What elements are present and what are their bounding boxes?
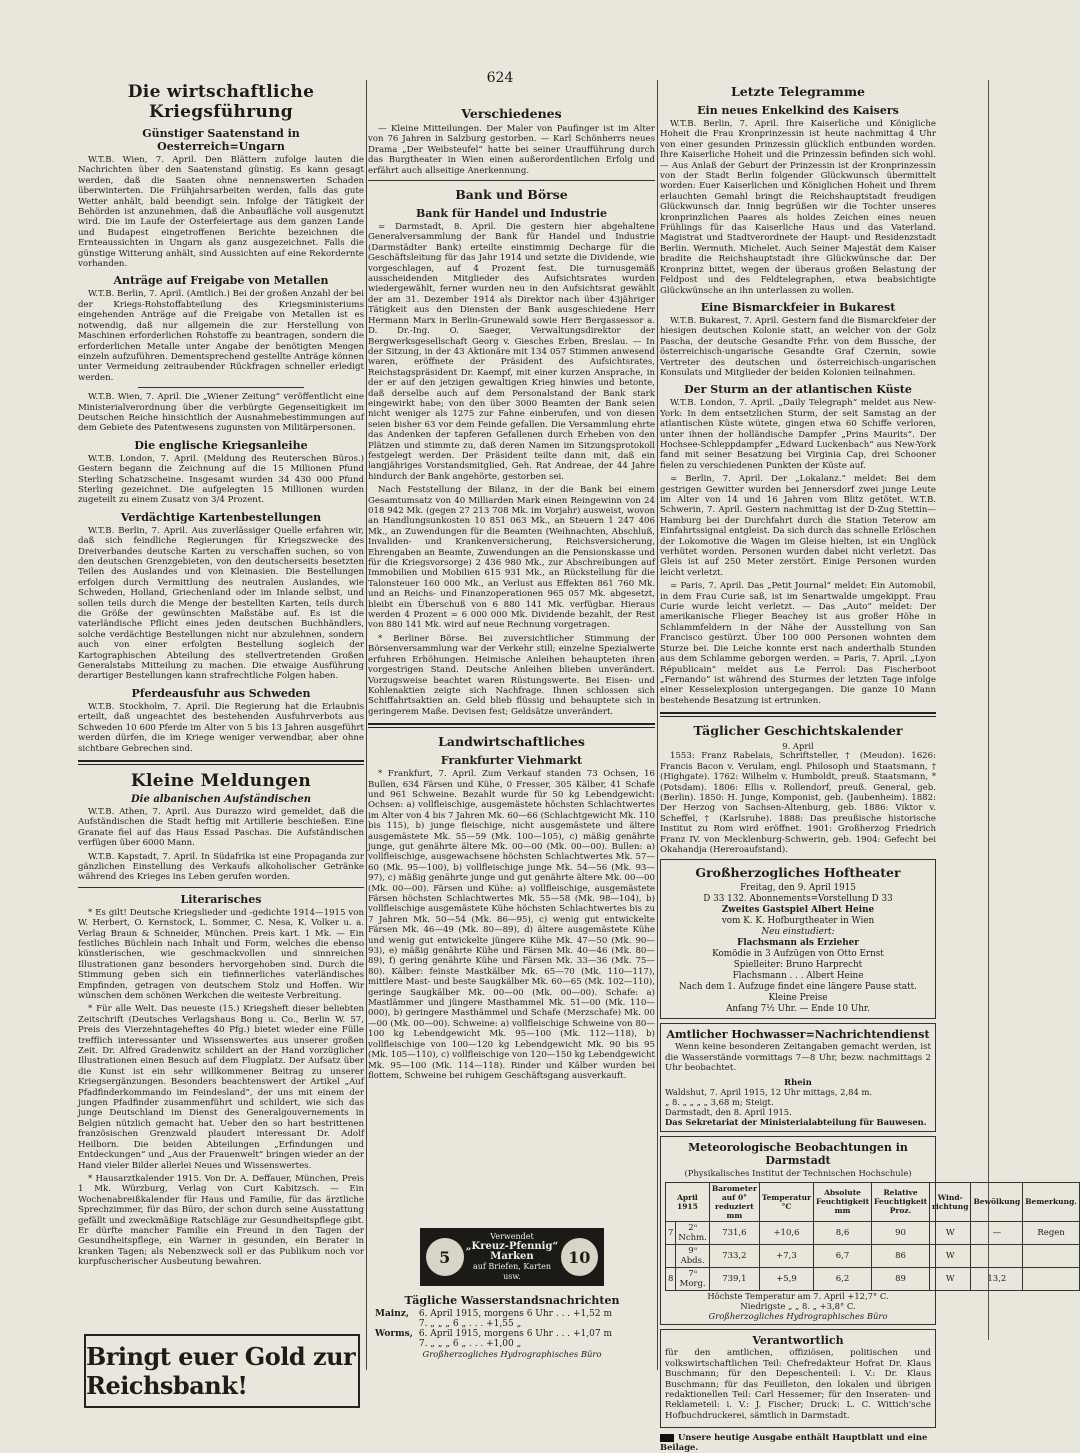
cell: 86 — [872, 1244, 930, 1267]
cell — [1023, 1267, 1080, 1290]
cell: W — [930, 1244, 971, 1267]
main-headline: Die wirtschaftliche Kriegsführung — [127, 82, 315, 122]
pointer-icon — [660, 1434, 674, 1442]
section-heading: Verdächtige Kartenbestellungen — [120, 510, 322, 524]
article-text: * Für alle Welt. Das neueste (15.) Kriegsheft dieser beliebten Zeitschrift (Deutsches Verlagshaus Bong u. Co., Berlin W. 57, Preis des Vierzehntageheftes 40 Pfg.) bietet wieder eine Fülle trefflich interessanter und Wissenswertes aus unserer großen Zeit. Dr. Alfred Gradenwitz schildert an der Hand vorzüglicher Illustrationen einen Besuch auf dem Flugplatz. Der Aufsatz über die Kunst ist ein sehr willkommener Beitrag zu unserer Kriegsergänzungen. Besonders beachtenswert der Artikel „Auf Pfadfinderkommando im Feindesland“, der uns mit einem der jungen Pfadfinder zusammenführt und schildert, wie sich das junge Deutschland im Dienst des Generalgouvernements in Belgien nützlich gemacht hat. Ueber den so hart bestrittenen französischen Grenzwald plaudert interessant Dr. Adolf Heilborn. Die beiden Abteilungen „Erfindungen und Entdeckungen“ und „Aus der Frauenwelt“ bringen wieder an der Hand vieler Bilder allerlei Neues und Wissenswertes. — [78, 1004, 364, 1171]
coin-10-icon: 10 — [561, 1238, 599, 1276]
cell: +5,9 — [759, 1267, 813, 1290]
article-text: = Paris, 7. April. Das „Petit Journal“ meldet: Ein Automobil, in dem Frau Curie saß, ist im Senartwalde umgekippt. Frau Curie wurde leicht verletzt. — Das „Auto“ meldet: Der amerikanische Flieger Beachey ist aus großer Höhe in Schlammfeldern in der Nähe der Ausstellung von San Francisco gestürzt. Über 100 000 Personen wohnten dem Sturze bei. Die Leiche konnte erst nach anderthalb Stunden aus dem Schlamme geborgen werden. = Paris, 7. April. „Lyon Républicain“ meldet aus Le Ferrol: Das Fischerboot „Fernando“ ist während des Sturmes der letzten Tage infolge einer Kesselexplosion untergegangen. Die ganze 10 Mann bestehende Besatzung ist ertrunken. — [660, 581, 936, 706]
cell: 90 — [872, 1221, 930, 1244]
article-text: für den amtlichen, offiziösen, politischen und volkswirtschaftlichen Teil: Chefredakteur Hofrat Dr. Klaus Buschmann; für den Depeschenteil: i. V.: Dr. Klaus Buschmann; für das Feuilleton, den lokalen und übrigen redaktionellen Teil: Carl Hessemer; für den Inseraten- und Reklameteil: i. V.: J. Fischer; Druck: L. C. Wittich'sche Hofbuchdruckerei, sämtlich in Darmstadt. — [665, 1348, 931, 1421]
section-heading: Die englische Kriegsanleihe — [134, 438, 308, 452]
article-text: W.T.B. Wien, 7. April. Die „Wiener Zeitung“ veröffentlicht eine Ministerialverordnung über die verbürgte Gegenseitigkeit im Deutschen Reiche hinsichtlich der Ausnahmebestimmungen auf dem Gebiete des Patentwesens zugunsten von Militärpersonen. — [78, 392, 364, 434]
column-header: April 1915 — [666, 1182, 710, 1221]
min-temp: Niedrigste „ „ 8. „ +3,8° C. — [740, 1301, 856, 1312]
column-middle — [368, 100, 655, 1084]
section-heading: Bank für Handel und Industrie — [415, 207, 608, 221]
section-headline: Täglicher Geschichtskalender — [693, 723, 903, 739]
cell: 8,6 — [814, 1221, 872, 1244]
cell: W — [930, 1267, 971, 1290]
page-number: 624 — [486, 70, 514, 86]
column-header: Absolute Feuchtigkeit mm — [814, 1182, 872, 1221]
flood-line: „ 8. „ „ „ „ 3,68 m; Steigt. — [665, 1097, 774, 1108]
article-text: W.T.B. Wien, 7. April. Den Blättern zufolge lauten die Nachrichten über den Saatenstand günstig. Es kann gesagt werden, daß die Saaten ohne nennenswerten Schaden überwinterten. Die Frühjahrsarbeiten werden, falls das gute Wetter anhält, bald beendigt sein. Infolge der Tätigkeit der Behörden ist anzunehmen, daß die Anbaufläche voll ausgenutzt wird. Die im Laufe der Osterfeiertage aus dem ganzen Lande und Budapest eingetroffenen Berichte bezeichnen die Ernteaussichten in Ungarn als ganz ausgezeichnet. Falls die günstige Witterung anhält, sind Aussichten auf eine Rekordernte vorhanden. — [78, 155, 364, 270]
ad-bottom: auf Briefen, Karten usw. — [472, 1262, 552, 1281]
water-level-section — [372, 1292, 652, 1359]
column-rule — [657, 80, 658, 1370]
cell: 9ᵘ Abds. — [676, 1244, 709, 1267]
reading: 7. „ „ „ 6 „ . . . +1,00 „ — [418, 1339, 522, 1349]
table-row — [666, 1221, 1080, 1244]
adjacent-page-edge — [988, 80, 1001, 1340]
cell: 2ᵘ Nchm. — [676, 1221, 709, 1244]
article-text: W.T.B. London, 7. April. „Daily Telegraph“ meldet aus New-York: In dem entsetzlichen Sturm, der seit Samstag an der atlantischen Küste wütete, gingen etwa 60 Schiffe verloren, unter ihnen der holländische Dampfer „Prins Maurits“. Der Hochsee-Schleppdampfer „Edward Luckenbach“ aus New-York fand mit seiner Besatzung bei Virginia Cap, drei Schooner fielen zu verschiedenen Punkten der Küste auf. — [660, 398, 936, 471]
theater-announcement — [660, 859, 936, 1019]
ad-text-block — [464, 1232, 561, 1282]
cell: 8 — [666, 1267, 676, 1290]
cell: 89 — [872, 1267, 930, 1290]
divider — [660, 712, 936, 717]
cell — [971, 1244, 1023, 1267]
theater-line: Kleine Preise — [768, 993, 828, 1004]
section-heading: Ein neues Enkelkind des Kaisers — [697, 104, 899, 117]
theater-line: Anfang 7½ Uhr. — Ende 10 Uhr. — [726, 1004, 870, 1015]
section-headline: Verschiedenes — [461, 106, 562, 121]
table-header-row — [666, 1182, 1080, 1221]
section-heading: Der Sturm an der atlantischen Küste — [684, 383, 912, 397]
column-left — [78, 78, 364, 1271]
weather-footer: Großherzogliches Hydrographisches Büro — [708, 1311, 888, 1322]
divider — [78, 760, 364, 765]
closing-note — [660, 1432, 936, 1452]
divider — [368, 180, 655, 181]
theater-line: Freitag, den 9. April 1915 — [740, 883, 856, 894]
section-headline: Großherzogliches Hoftheater — [695, 865, 901, 881]
article-text: * Frankfurt, 7. April. Zum Verkauf standen 73 Ochsen, 16 Bullen, 634 Färsen und Kühe, 0 Fresser, 305 Kälber, 41 Schafe und 961 Schweine. Bezahlt wurde für 50 kg Lebendgewicht: Ochsen: a) vollfleischige, ausgemästete höchsten Schlachtwertes im Alter von 4 bis 7 Jahren Mk. 60—66 (Schlachtgewicht Mk. 110 bis 115), b) junge fleischige, nicht ausgemästete und ältere ausgemästete Mk. 55—59 (Mk. 100—105), c) mäßig genährte junge, gut genährte ältere Mk. 00—00 (Mk. 00—00). Bullen: a) vollfleischige, ausgewachsene höchsten Schlachtwertes Mk. 57—60 (Mk. 95—100), b) vollfleischige junge Mk. 54—56 (Mk. 93—97), c) mäßig genährte junge und gut genährte ältere Mk. 00—00 (Mk. 00—00). Färsen und Kühe: a) vollfleischige, ausgemästete Färsen höchsten Schlachtwertes Mk. 55—58 (Mk. 98—104), b) vollfleischige ausgemästete Kühe höchsten Schlachtwertes bis zu 7 Jahren Mk. 50—54 (Mk. 86—95), c) wenig gut entwickelte Färsen Mk. 46—49 (Mk. 80—89), d) ältere ausgemästete Kühe und wenig gut entwickelte jüngere Kühe Mk. 47—50 (Mk. 90—93), e) mäßig genährte Kühe und Färsen Mk. 40—46 (Mk. 80—89), f) gering genährte Kühe und Färsen Mk. 33—36 (Mk. 75—80). Kälber: feinste Mastkälber Mk. 65—70 (Mk. 110—117), mittlere Mast- und beste Saugkälber Mk. 60—65 (Mk. 102—110), geringe Saugkälber Mk. 00—00 (Mk. 00—00). Schafe: a) Mastlämmer und jüngere Masthammel Mk. 51—00 (Mk. 110—000), b) geringere Masthämmel und Schafe (Merzschafe) Mk. 00—00 (Mk. 00—00). Schweine: a) vollfleischige Schweine von 80—100 kg Lebendgewicht Mk. 95—100 (Mk. 112—118), b) vollfleischige von 100—120 kg Lebendgewicht Mk. 90 bis 95 (Mk. 105—110), c) vollfleischige von 120—150 kg Lebendgewicht Mk. 95—100 (Mk. 114—118). Rinder und Kälber wurden bei flottem, Schweine bei ruhigem Geschäftsgang ausverkauft. — [368, 769, 655, 1081]
flood-line: Waldshut, 7. April 1915, 12 Uhr mittags, 2,84 m. — [665, 1086, 873, 1097]
column-header: Temperatur °C — [759, 1182, 813, 1221]
article-text: W.T.B. Bukarest, 7. April. Gestern fand die Bismarckfeier der hiesigen deutschen Kolonie statt, an welcher von der Golz Pascha, der deutsche Gesandte Frhr. von dem Bussche, der österreichisch-ungarische Gesandte Graf Czernin, sowie Vertreter des deutschen und österreichisch-ungarischen Konsulats und Mitglieder der beiden Kolonien teilnahmen. — [660, 315, 936, 378]
divider — [138, 387, 304, 388]
river-name: Rhein — [784, 1076, 812, 1087]
section-headline: Landwirtschaftliches — [438, 734, 585, 750]
section-headline: Letzte Telegramme — [730, 84, 866, 99]
column-header: Bemerkung. — [1023, 1182, 1080, 1221]
flood-notice — [660, 1023, 936, 1131]
column-rule — [366, 80, 367, 1370]
column-header: Wind-richtung — [930, 1182, 971, 1221]
table-row — [372, 1309, 615, 1319]
section-heading: Günstiger Saatenstand in Oesterreich=Ungarn — [142, 127, 300, 153]
cell: 733,2 — [709, 1244, 759, 1267]
article-text: = Darmstadt, 8. April. Die gestern hier abgehaltene Generalversammlung der Bank für Handel und Industrie (Darmstädter Bank) erteilte einstimmig Decharge für die Geschäftsleitung für das Jahr 1914 und setzte die Dividende, wie vorgeschlagen, auf 4 Prozent fest. Die turnusgemäß ausscheidenden Mitglieder des Aufsichtsrates wurden wiedergewählt, ferner wurden neu in den Aufsichtsrat gewählt der am 31. Dezember 1914 als Direktor nach über 43jähriger Tätigkeit aus den Diensten der Bank ausgeschiedene Herr Hermann Marx in Berlin-Grunewald sowie Herr Bergassessor a. D. Dr.-Ing. O. Saeger, Verwaltungsdirektor der Bergwerksgesellschaft Georg v. Giesches Erben, Breslau. — In der Sitzung, in der 43 Aktionäre mit 134 057 Stimmen anwesend waren, eröffnete der Präsident des Aufsichtsrates, Reichstagspräsident Dr. Kaempf, mit einer kurzen Ansprache, in der er auf den jetzigen gewaltigen Krieg hinwies und betonte, daß derselbe auch auf dem Personalstand der Bank stark eingewirkt habe; von den über 3000 Beamten der Bank seien nicht weniger als 1275 zur Fahne einberufen, und von diesen seien bisher 63 vor dem Feinde gefallen. Die Versammlung ehrte das Andenken der tapferen Gefallenen durch Erheben von den Plätzen und stimmte zu, daß deren Namen im Sitzungsprotokoll festgelegt werden. Der Präsident teilte dann mit, daß ein langjähriges Vorstandsmitglied, Geh. Rat Andreae, der 44 Jahre hindurch der Bank angehörte, gestorben sei. — [368, 222, 655, 482]
article-text: W.T.B. Berlin, 7. April. Aus zuverlässiger Quelle erfahren wir, daß sich feindliche Regierungen für Kriegszwecke des Dreiverbandes deutsche Karten zu verschaffen suchen, so von den deutschen Grenzgebieten, von den deutscherseits besetzten Teilen des Auslandes und von Kleinasien. Die Bestellungen erfolgen durch Vermittlung des neutralen Auslandes, wie Schweden, Holland, Griechenland oder im Inlande selbst, und sollen teils durch die Menge der bestellten Karten, teils durch die Größe der gewünschten Maßstäbe auf. Es ist die vaterländische Pflicht eines jeden deutschen Buchhändlers, solche verdächtige Bestellungen nicht nur abzulehnen, sondern auch von einer erfolgten Bestellung sogleich der Kartographischen Abteilung des stellvertretenden Großen Generalstabs Mitteilung zu machen. Die etwaige Ausführung derartiger Bestellungen kann strafrechtliche Folgen haben. — [78, 525, 364, 682]
table-row — [372, 1329, 615, 1339]
cell: 7 — [666, 1221, 676, 1244]
table-row — [666, 1244, 1080, 1267]
column-header: Relative Feuchtigkeit Proz. — [872, 1182, 930, 1221]
table-row — [372, 1339, 615, 1349]
theater-line: D 33 132. Abonnements=Vorstellung D 33 — [703, 894, 893, 905]
divider — [368, 723, 655, 728]
article-text: W.T.B. Berlin, 7. April. (Amtlich.) Bei der großen Anzahl der bei der Kriegs-Rohstoffabteilung des Kriegsministeriums eingehenden Anträge auf die Freigabe von Metallen ist es notwendig, daß nur allgemein die zur Herstellung von Maschinen erforderlichen Rohstoffe zu beantragen, sondern die erforderlichen Metalle unter Angabe der benötigten Mengen einzeln aufzuführen. Dementsprechend gestellte Anträge können unter Vermeidung zeitraubender Rückfragen schneller erledigt werden. — [78, 289, 364, 383]
coin-5-icon: 5 — [426, 1238, 464, 1276]
cell: +7,3 — [759, 1244, 813, 1267]
section-headline: Kleine Meldungen — [130, 770, 312, 791]
article-text: Wenn keine besonderen Zeitangaben gemacht werden, ist die Wasserstände vormittags 7—8 Uhr, bezw. nachmittags 2 Uhr beobachtet. — [665, 1042, 931, 1074]
article-text: = Berlin, 7. April. Der „Lokalanz.“ meldet: Bei dem gestrigen Gewitter wurden bei Jennersdorf zwei junge Leute im Alter von 14 und 16 Jahren vom Blitz getötet. W.T.B. Schwerin, 7. April. Gestern nachmittag ist der D-Zug Stettin—Hamburg bei der Durchfahrt durch die Station Teterow am Einfahrtssignal entgleist. Da sich durch das schnelle Erlöschen der Lokomotive die Wagen im Gleise hielten, ist ein Unglück verhütet worden. Personen wurden dabei nicht verletzt. Das Gleis ist auf 250 Meter zerstört. Einige Personen wurden leicht verletzt. — [660, 474, 936, 578]
theater-line: Zweites Gastspiel Albert Heine — [721, 905, 875, 916]
flood-line: Darmstadt, den 8. April 1915. — [665, 1107, 792, 1118]
cell: W — [930, 1221, 971, 1244]
article-text: W.T.B. Kapstadt, 7. April. In Südafrika ist eine Propaganda zur gänzlichen Einstellung des Verkaufs alkoholischer Getränke während des Krieges ins Leben gerufen worden. — [78, 851, 364, 883]
table-row — [372, 1319, 615, 1329]
closing-text: Unsere heutige Ausgabe enthält Hauptblatt und eine Beilage. — [660, 1432, 928, 1453]
reading: 6. April 1915, morgens 6 Uhr . . . +1,52 m — [418, 1309, 612, 1319]
section-heading: Frankfurter Viehmarkt — [440, 754, 583, 768]
ad-text: Bringt euer Gold zur Reichsbank! — [86, 1342, 356, 1400]
flood-line: Das Sekretariat der Ministerialabteilung für Bauwesen. — [665, 1117, 927, 1128]
responsibility-box — [660, 1329, 936, 1428]
kreuz-pfennig-advertisement — [420, 1228, 604, 1286]
theater-line: vom K. K. Hofburgtheater in Wien — [721, 916, 875, 927]
theater-line: Spielleiter: Bruno Harprecht — [733, 960, 863, 971]
cell: 6,2 — [814, 1267, 872, 1290]
subtitle: (Physikalisches Institut der Technischen Hochschule) — [684, 1167, 912, 1178]
section-heading: Literarisches — [180, 892, 262, 906]
column-header: Barometer auf 0° reduziert mm — [709, 1182, 759, 1221]
article-text: W.T.B. Athen, 7. April. Aus Durazzo wird gemeldet, daß die Aufständischen die Stadt heftig mit Artillerie beschießen. Eine Granate fiel auf das Haus Essad Paschas. Die Aufständischen verfügen über 6000 Mann. — [78, 806, 364, 849]
article-text: 1553: Franz Rabelais, Schriftsteller, † (Meudon). 1626: Francis Bacon v. Verulam, engl. Philosoph und Staatsmann, † (Highgate). 1762: Wilhelm v. Humboldt, preuß. Staatsmann, * (Potsdam). 1806: Ellis v. Rollendorf, preuß. General, geb. (Berlin). 1850: H. Junge, Komponist, geb. (Jaubenheim). 1882: Der Herzog von Sachsen-Altenburg, geb. 1886: Viktor v. Scheffel, † (Karlsruhe). 1888: Das preußische historische Institut zu Rom wird eröffnet. 1901: Großherzog Friedrich Franz IV. von Mecklenburg-Schwerin, geb. 1904: Gefecht bei Okahandja (Hereroaufstand). — [660, 751, 936, 855]
calendar-date: 9. April — [782, 741, 814, 752]
article-text: * Berliner Börse. Bei zuversichtlicher Stimmung der Börsenversammlung war der Verkehr still; einzelne Spezialwerte erfuhren Erhöhungen. Heimische Anleihen behaupteten ihren vorgestrigen Stand. Deutsche Anleihen blieben unverändert. Vorzugsweise beachtet waren Rüstungswerte. Bei Eisen- und Kohlenaktien zeigte sich Nachfrage. Ihnen schlossen sich Schiffahrtsaktien an. Geld blieb flüssig und behauptete sich in geringerem Maße. Devisen fest; Geldsätze unverändert. — [368, 633, 655, 717]
cell: 739,1 — [709, 1267, 759, 1290]
article-text: Nach Feststellung der Bilanz, in der die Bank bei einem Gesamtumsatz von 40 Milliarden Mark einen Reingewinn von 24 018 942 Mk. (gegen 27 213 708 Mk. im Vorjahr) ausweist, wovon an Handlungsunkosten 10 851 063 Mk., an Steuern 1 247 406 Mk., an Zuwendungen für die Beamten (Weihnachten, Abschluß, Invaliden- und Krankenversicherung, Reichsversicherung, Ehrengaben an Beamte, Zuwendungen an die Pensionskasse und für die Kriegsvorsorge) 2 436 980 Mk., zur Abschreibungen auf Immobilien und Mobilien 615 931 Mk., an Rückstellung für die Talonsteuer 160 000 Mk., an Verlust aus Effekten 861 760 Mk. und an Reichs- und Finanzoperationen 965 057 Mk. abgesetzt, bleibt ein Überschuß von 6 880 141 Mk. verfügbar. Hieraus werden 4 Prozent = 6 000 000 Mk. Dividende bezahlt, der Rest von 880 141 Mk. wird auf neue Rechnung vorgetragen. — [368, 485, 655, 631]
section-heading: Verantwortlich — [752, 1334, 844, 1348]
article-text: W.T.B. Berlin, 7. April. Ihre Kaiserliche und Königliche Hoheit die Frau Kronprinzessin ist heute nachmittag 4 Uhr von einer gesunden Prinzessin glücklich entbunden worden. Ihre Kaiserliche Hoheit und die Prinzessin befinden sich wohl. — Aus Anlaß der Geburt der Prinzessin ist der Kronprinzessin von der Stadt Berlin folgender Glückwunsch übermittelt worden: Euer Kaiserlichen und Königlichen Hoheit und Ihrem erlauchten Gemahl bringt die Reichshauptstadt freudigen Glückwunsch dar. Innig begrüßen wir die Tochter unseres kronprinzlichen Paares als holdes Zeichen eines neuen Frühlings für das Kaiserliche Haus und das Vaterland. Magistrat und Stadtverordnete der Haupt- und Residenzstadt Berlin. Wermuth. Michelet. Auch Seiner Majestät dem Kaiser bradite die Reichshauptstadt ihre Glückwünsche dar. Der Kronprinz bittet, wegen der überaus großen Belastung der Feldpost und des Feldtelegraphen, etwa beabsichtigte Glückwünsche an ihn unterlassen zu wollen. — [660, 119, 936, 296]
article-text: W.T.B. Stockholm, 7. April. Die Regierung hat die Erlaubnis erteilt, daß ungeachtet des bestehenden Ausfuhrverbots aus Schweden 10 600 Pferde im Alter von 5 bis 13 Jahren ausgeführt werden dürfen, die im Kriege weniger verwendbar, aber ohne sichtbare Gebrechen sind. — [78, 701, 364, 754]
theater-line: Nach dem 1. Aufzuge findet eine längere Pause statt. — [679, 982, 917, 993]
theater-line: Neu einstudiert: — [761, 927, 835, 938]
cell — [666, 1244, 676, 1267]
gold-advertisement — [84, 1334, 360, 1408]
section-heading: Die albanischen Aufständischen — [131, 793, 311, 805]
ad-main: „Kreuz-Pfennig“ — [465, 1241, 559, 1252]
theater-line: Flachsmann als Erzieher — [737, 938, 859, 949]
article-text: * Hausarztkalender 1915. Von Dr. A. Deffauer, München, Preis 1 Mk. Würzburg, Verlag von Curt Kabitzsch. — Ein Wochenabreißkalender für Haus und Familie, für das ärztliche Sprechzimmer, für das Büro, der schon durch seine Ausstattung gefällt und zweckmäßige Ratschläge zur Gesundheitspflege gibt. Er dürfte mancher Familie ein Freund in den Tagen der Gesundheitspflege, ein Warner in gesunden, ein Berater in kranken Tagen; als Nebenzweck soll er das Publikum noch vor kurpfuscherischer Ausbeutung bewahren. — [78, 1173, 364, 1268]
reading: 6. April 1915, morgens 6 Uhr . . . +1,07 m — [418, 1329, 612, 1339]
weather-table — [665, 1182, 1080, 1291]
cell: Regen — [1023, 1221, 1080, 1244]
section-heading: Pferdeausfuhr aus Schweden — [131, 686, 311, 700]
theater-line: Komödie in 3 Aufzügen von Otto Ernst — [712, 949, 884, 960]
section-heading: Meteorologische Beobachtungen in Darmstadt — [688, 1140, 908, 1167]
column-header: Bewölkung — [971, 1182, 1023, 1221]
theater-line: Flachsmann . . . Albert Heine — [732, 971, 864, 982]
water-level-table — [372, 1309, 615, 1349]
water-footer: Großherzogliches Hydrographisches Büro — [422, 1349, 602, 1359]
cell: 6,7 — [814, 1244, 872, 1267]
section-heading: Amtlicher Hochwasser=Nachrichtendienst — [666, 1028, 930, 1042]
divider — [78, 887, 364, 888]
section-heading: Eine Bismarckfeier in Bukarest — [700, 300, 896, 314]
article-text: — Kleine Mitteilungen. Der Maler von Paufinger ist im Alter von 76 Jahren in Salzburg gestorben. — Karl Schönherrs neues Drama „Der Weibsteufel“ hatte bei seiner Uraufführung durch das Burgtheater in Wien einen außerordentlichen Erfolg und erfährt auch allseitige Anerkennung. — [368, 124, 655, 176]
max-temp: Höchste Temperatur am 7. April +12,7° C. — [707, 1290, 889, 1301]
column-right — [660, 78, 1077, 1453]
weather-observations — [660, 1136, 1077, 1326]
ad-main2: Marken — [490, 1251, 534, 1262]
cell: +10,6 — [759, 1221, 813, 1244]
cell: — — [971, 1221, 1023, 1244]
table-row — [666, 1267, 1080, 1290]
place: Mainz, — [375, 1309, 410, 1319]
place: Worms, — [375, 1329, 413, 1339]
cell — [1023, 1244, 1080, 1267]
article-text: W.T.B. London, 7. April. (Meldung des Reuterschen Büros.) Gestern begann die Zeichnung auf die 15 Millionen Pfund Sterling Schatzscheine. Insgesamt wurden 34 430 000 Pfund Sterling gezeichnet. Die aufgelegten 15 Millionen wurden zugeteilt zu einem Zusatz von 3/4 Prozent. — [78, 453, 364, 506]
cell: 7ᵘ Morg. — [676, 1267, 709, 1290]
cell: 13,2 — [971, 1267, 1023, 1290]
section-heading: Anträge auf Freigabe von Metallen — [113, 274, 329, 288]
article-text: * Es gilt! Deutsche Kriegslieder und -gedichte 1914—1915 von W. Herbert, O. Kernstock, L. Sommer, C. Nesa, K. Volker u. a. Verlag Braun & Schneider, München. Preis kart. 1 Mk. — Ein festliches Büchlein nach Inhalt und Form, welches die ebenso künstlerischen, wie geschmackvollen und sinnreichen Illustrationen ganz besonders hervorgehoben sind. Durch die Stimmung geben sich ein tiefinnerliches vaterländisches Empfinden, getragen von deutschem Stolz und Hoffen. Wir wünschen dem schönen Werkchen die weiteste Verbreitung. — [78, 907, 364, 1001]
section-headline: Bank und Börse — [455, 187, 568, 203]
cell: 731,6 — [709, 1221, 759, 1244]
section-heading: Tägliche Wasserstandsnachrichten — [404, 1294, 620, 1307]
ad-top: Verwendet — [490, 1232, 534, 1241]
reading: 7. „ „ „ 6 „ . . . +1,55 „ — [418, 1319, 522, 1329]
